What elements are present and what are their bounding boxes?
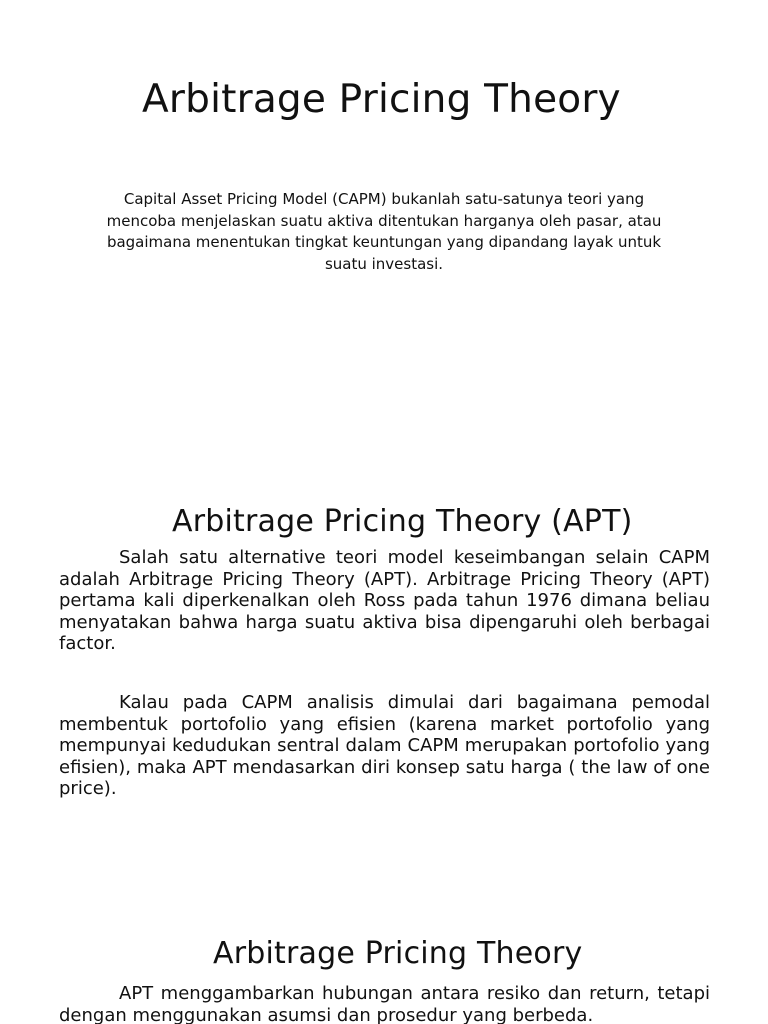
slide2-title: Arbitrage Pricing Theory (APT) [172, 503, 633, 539]
slide2-paragraph-2: Kalau pada CAPM analisis dimulai dari bagaimana pemodal membentuk portofolio yang efisien (karena market portofolio yang mempunyai kedudukan sentral dalam CAPM merupakan portofolio yang efisien), maka APT mendasarkan diri konsep satu harga ( the law of one price). [59, 692, 710, 799]
slide1-body-text: Capital Asset Pricing Model (CAPM) bukanlah satu-satunya teori yang mencoba menjelaskan suatu aktiva ditentukan harganya oleh pasar, atau bagaimana menentukan tingkat keuntungan yang dipandang layak untuk suatu investasi. [106, 190, 662, 273]
slide3-title: Arbitrage Pricing Theory [213, 935, 583, 971]
slide3-paragraph-1: APT menggambarkan hubungan antara resiko dan return, tetapi dengan menggunakan asumsi dan prosedur yang berbeda. [59, 983, 710, 1024]
slide2-paragraph-1: Salah satu alternative teori model keseimbangan selain CAPM adalah Arbitrage Pricing Theory (APT). Arbitrage Pricing Theory (APT) pertama kali diperkenalkan oleh Ross pada tahun 1976 dimana beliau menyatakan bahwa harga suatu aktiva bisa dipengaruhi oleh berbagai factor. [59, 547, 710, 654]
slide1-title: Arbitrage Pricing Theory [142, 77, 621, 123]
